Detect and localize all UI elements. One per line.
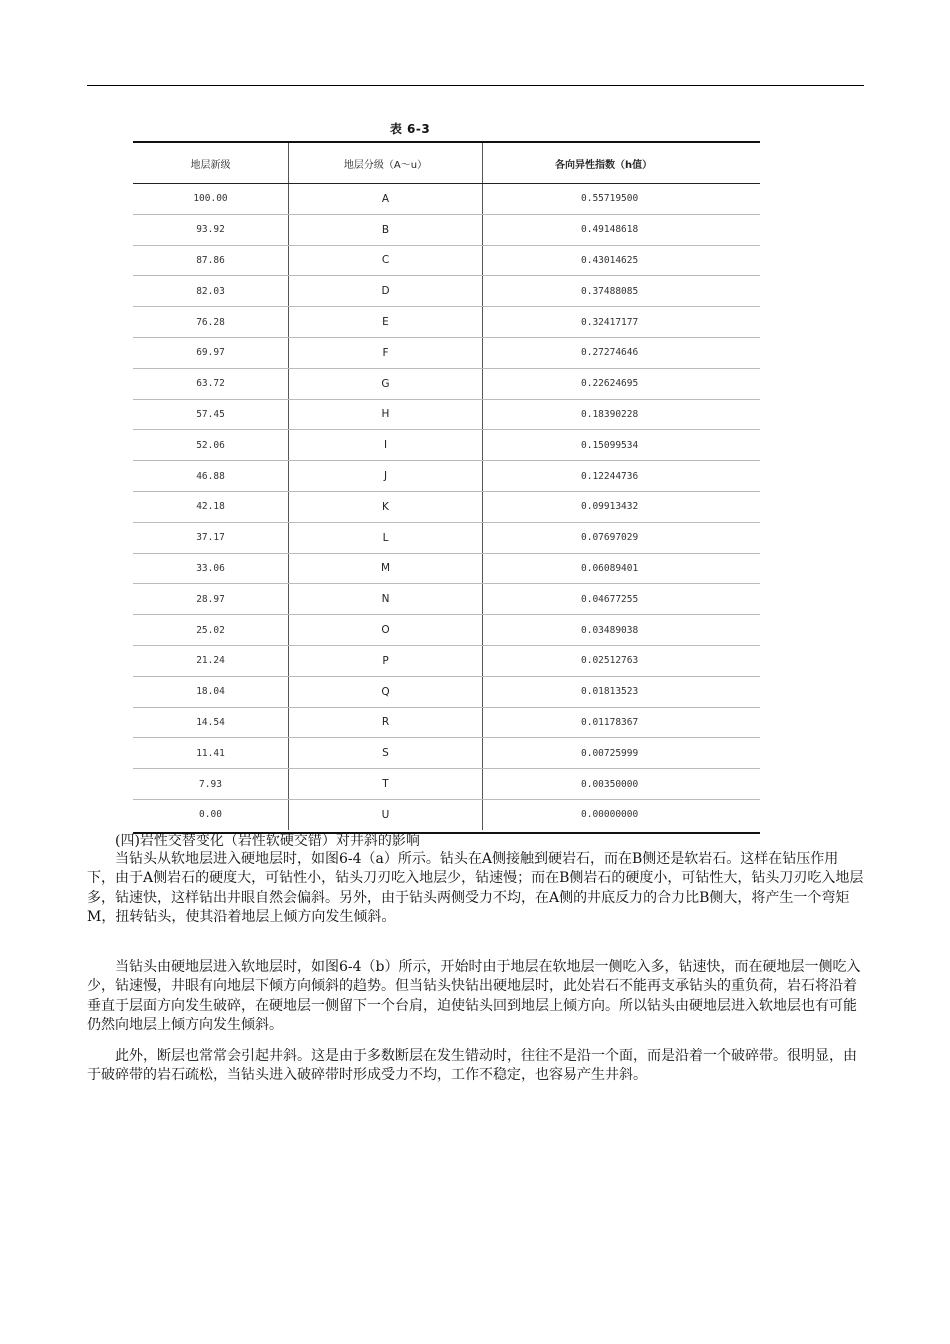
table-row — [133, 554, 760, 585]
cell-stratum-new: 0.00 — [133, 800, 289, 830]
table-caption: 表 6-3 — [389, 122, 431, 136]
cell-stratum-grade: H — [289, 400, 483, 430]
paragraph-3 — [87, 1047, 864, 1086]
table-row — [133, 677, 760, 708]
cell-anisotropy-index: 0.32417177 — [581, 316, 639, 328]
cell-anisotropy-index: 0.22624695 — [581, 378, 639, 390]
cell-anisotropy-index: 0.00725999 — [581, 747, 639, 759]
cell-stratum-new: 87.86 — [133, 246, 289, 276]
table-row — [133, 492, 760, 523]
cell-stratum-new: 28.97 — [133, 584, 289, 614]
cell-stratum-new: 46.88 — [133, 461, 289, 491]
cell-stratum-grade: J — [289, 461, 483, 491]
cell-stratum-grade: E — [289, 307, 483, 337]
cell-stratum-new: 42.18 — [133, 492, 289, 522]
cell-anisotropy-index: 0.43014625 — [581, 254, 639, 266]
cell-anisotropy-index: 0.55719500 — [581, 193, 639, 205]
cell-stratum-grade: C — [289, 246, 483, 276]
cell-anisotropy-index: 0.04677255 — [581, 593, 639, 605]
header-rule — [87, 85, 864, 86]
cell-stratum-new: 82.03 — [133, 276, 289, 306]
header-anisotropy-index: 各向异性指数（h值） — [555, 159, 653, 171]
cell-anisotropy-index: 0.03489038 — [581, 624, 639, 636]
cell-stratum-new: 57.45 — [133, 400, 289, 430]
table-row — [133, 461, 760, 492]
cell-anisotropy-index: 0.49148618 — [581, 224, 639, 236]
cell-stratum-grade: O — [289, 615, 483, 645]
data-table — [133, 141, 760, 834]
cell-stratum-new: 100.00 — [133, 184, 289, 214]
cell-stratum-new: 33.06 — [133, 554, 289, 584]
table-row — [133, 738, 760, 769]
cell-anisotropy-index: 0.27274646 — [581, 347, 639, 359]
table-body — [133, 184, 760, 830]
table-row — [133, 276, 760, 307]
cell-anisotropy-index: 0.01178367 — [581, 716, 639, 728]
paragraph-2 — [87, 958, 864, 1036]
table-header — [133, 143, 760, 184]
cell-stratum-grade: K — [289, 492, 483, 522]
cell-stratum-grade: Q — [289, 677, 483, 707]
cell-stratum-grade: M — [289, 554, 483, 584]
cell-anisotropy-index: 0.00000000 — [581, 809, 639, 821]
table-row — [133, 400, 760, 431]
paragraph-1 — [87, 850, 864, 928]
cell-anisotropy-index: 0.18390228 — [581, 408, 639, 420]
paragraph-1-text: 当钻头从软地层进入硬地层时，如图6-4（a）所示。钻头在A侧接触到硬岩石，而在B侧还是软岩石。这样在钻压作用下，由于A侧岩石的硬度大，可钻性小，钻头刀刃吃入地层少，钻速慢；而在B侧岩石的硬度小，可钻性大，钻头刀刃吃入地层多，钻速快，这样钻出井眼自然会偏斜。另外，由于钻头两侧受力不均，在A侧的井底反力的合力比B侧大，将产生一个弯矩M，扭转钻头，使其沿着地层上倾方向发生倾斜。 — [87, 851, 864, 926]
cell-stratum-grade: F — [289, 338, 483, 368]
table-row — [133, 246, 760, 277]
cell-stratum-grade: L — [289, 523, 483, 553]
cell-anisotropy-index: 0.02512763 — [581, 655, 639, 667]
table-row — [133, 184, 760, 215]
table-row — [133, 584, 760, 615]
cell-stratum-new: 18.04 — [133, 677, 289, 707]
cell-stratum-new: 93.92 — [133, 215, 289, 245]
cell-anisotropy-index: 0.09913432 — [581, 501, 639, 513]
cell-stratum-new: 14.54 — [133, 708, 289, 738]
cell-stratum-new: 69.97 — [133, 338, 289, 368]
cell-stratum-grade: A — [289, 184, 483, 214]
cell-stratum-new: 11.41 — [133, 738, 289, 768]
table-row — [133, 369, 760, 400]
cell-stratum-new: 63.72 — [133, 369, 289, 399]
cell-stratum-grade: P — [289, 646, 483, 676]
table-row — [133, 338, 760, 369]
cell-anisotropy-index: 0.37488085 — [581, 285, 639, 297]
cell-stratum-grade: D — [289, 276, 483, 306]
cell-anisotropy-index: 0.07697029 — [581, 532, 639, 544]
cell-stratum-grade: T — [289, 769, 483, 799]
cell-anisotropy-index: 0.06089401 — [581, 562, 639, 574]
section-title: (四)岩性交替变化（岩性软硬交错）对井斜的影响 — [115, 833, 420, 849]
cell-stratum-grade: R — [289, 708, 483, 738]
paragraph-3-text: 此外，断层也常常会引起井斜。这是由于多数断层在发生错动时，往往不是沿一个面，而是沿着一个破碎带。很明显，由于破碎带的岩石疏松，当钻头进入破碎带时形成受力不均，工作不稳定，也容易产生井斜。 — [87, 1048, 857, 1084]
cell-stratum-grade: B — [289, 215, 483, 245]
cell-stratum-grade: S — [289, 738, 483, 768]
cell-stratum-new: 25.02 — [133, 615, 289, 645]
table-row — [133, 615, 760, 646]
cell-stratum-grade: U — [289, 800, 483, 830]
header-stratum-new: 地层新级 — [133, 143, 289, 183]
table-row — [133, 800, 760, 830]
cell-stratum-new: 52.06 — [133, 430, 289, 460]
cell-anisotropy-index: 0.00350000 — [581, 778, 639, 790]
paragraph-2-text: 当钻头由硬地层进入软地层时，如图6-4（b）所示，开始时由于地层在软地层一侧吃入多，钻速快，而在硬地层一侧吃入少，钻速慢，井眼有向地层下倾方向倾斜的趋势。但当钻头快钻出硬地层时，此处岩石不能再支承钻头的重负荷，岩石将沿着垂直于层面方向发生破碎，在硬地层一侧留下一个台肩，迫使钻头回到地层上倾方向。所以钻头由硬地层进入软地层也有可能仍然向地层上倾方向发生倾斜。 — [87, 959, 861, 1034]
cell-stratum-new: 7.93 — [133, 769, 289, 799]
cell-anisotropy-index: 0.15099534 — [581, 439, 639, 451]
table-row — [133, 430, 760, 461]
cell-anisotropy-index: 0.01813523 — [581, 686, 639, 698]
table-row — [133, 307, 760, 338]
cell-stratum-new: 21.24 — [133, 646, 289, 676]
table-row — [133, 523, 760, 554]
cell-stratum-grade: I — [289, 430, 483, 460]
table-row — [133, 769, 760, 800]
cell-stratum-new: 37.17 — [133, 523, 289, 553]
table-row — [133, 215, 760, 246]
header-stratum-grade: 地层分级（A～u） — [289, 143, 483, 183]
cell-anisotropy-index: 0.12244736 — [581, 470, 639, 482]
cell-stratum-grade: N — [289, 584, 483, 614]
cell-stratum-new: 76.28 — [133, 307, 289, 337]
table-row — [133, 646, 760, 677]
cell-stratum-grade: G — [289, 369, 483, 399]
table-row — [133, 708, 760, 739]
